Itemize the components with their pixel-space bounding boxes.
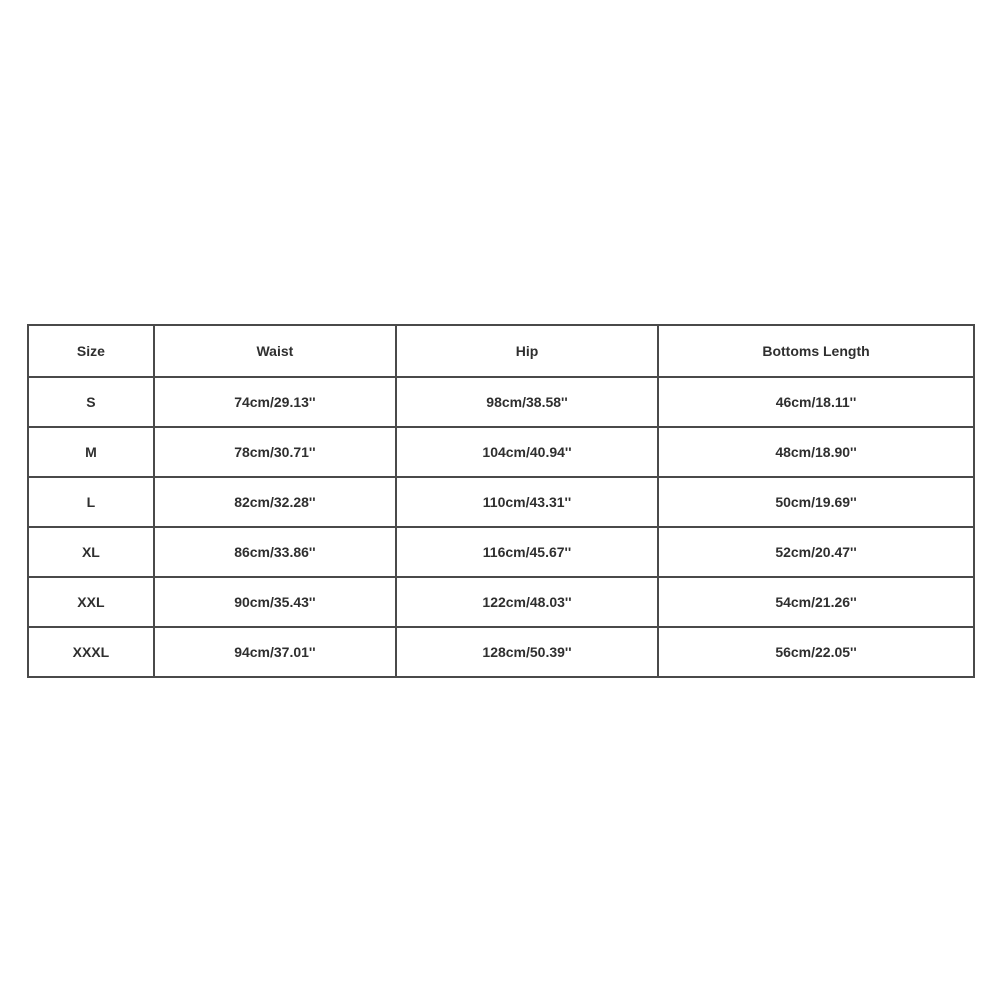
size-label-cell: XXL — [28, 577, 154, 627]
size-chart-table — [27, 324, 975, 678]
header-row — [28, 325, 974, 377]
hip-value-cell: 116cm/45.67'' — [396, 527, 658, 577]
table-row-xxxl — [28, 627, 974, 677]
size-label-cell: XXXL — [28, 627, 154, 677]
waist-value-cell: 86cm/33.86'' — [154, 527, 396, 577]
bottoms-length-value-cell: 56cm/22.05'' — [658, 627, 974, 677]
bottoms-length-value-cell: 48cm/18.90'' — [658, 427, 974, 477]
size-label-cell: XL — [28, 527, 154, 577]
column-header-waist: Waist — [154, 325, 396, 377]
table-row-s — [28, 377, 974, 427]
size-label-cell: M — [28, 427, 154, 477]
table-row-m — [28, 427, 974, 477]
table-row-xl — [28, 527, 974, 577]
column-header-size: Size — [28, 325, 154, 377]
waist-value-cell: 82cm/32.28'' — [154, 477, 396, 527]
column-header-hip: Hip — [396, 325, 658, 377]
bottoms-length-value-cell: 46cm/18.11'' — [658, 377, 974, 427]
size-label-cell: L — [28, 477, 154, 527]
waist-value-cell: 90cm/35.43'' — [154, 577, 396, 627]
bottoms-length-value-cell: 50cm/19.69'' — [658, 477, 974, 527]
bottoms-length-value-cell: 54cm/21.26'' — [658, 577, 974, 627]
hip-value-cell: 98cm/38.58'' — [396, 377, 658, 427]
hip-value-cell: 128cm/50.39'' — [396, 627, 658, 677]
hip-value-cell: 110cm/43.31'' — [396, 477, 658, 527]
waist-value-cell: 74cm/29.13'' — [154, 377, 396, 427]
table-row-l — [28, 477, 974, 527]
hip-value-cell: 104cm/40.94'' — [396, 427, 658, 477]
size-label-cell: S — [28, 377, 154, 427]
bottoms-length-value-cell: 52cm/20.47'' — [658, 527, 974, 577]
size-chart-body — [28, 377, 974, 677]
table-row-xxl — [28, 577, 974, 627]
waist-value-cell: 78cm/30.71'' — [154, 427, 396, 477]
size-chart-header — [28, 325, 974, 377]
hip-value-cell: 122cm/48.03'' — [396, 577, 658, 627]
column-header-bottoms-length: Bottoms Length — [658, 325, 974, 377]
waist-value-cell: 94cm/37.01'' — [154, 627, 396, 677]
